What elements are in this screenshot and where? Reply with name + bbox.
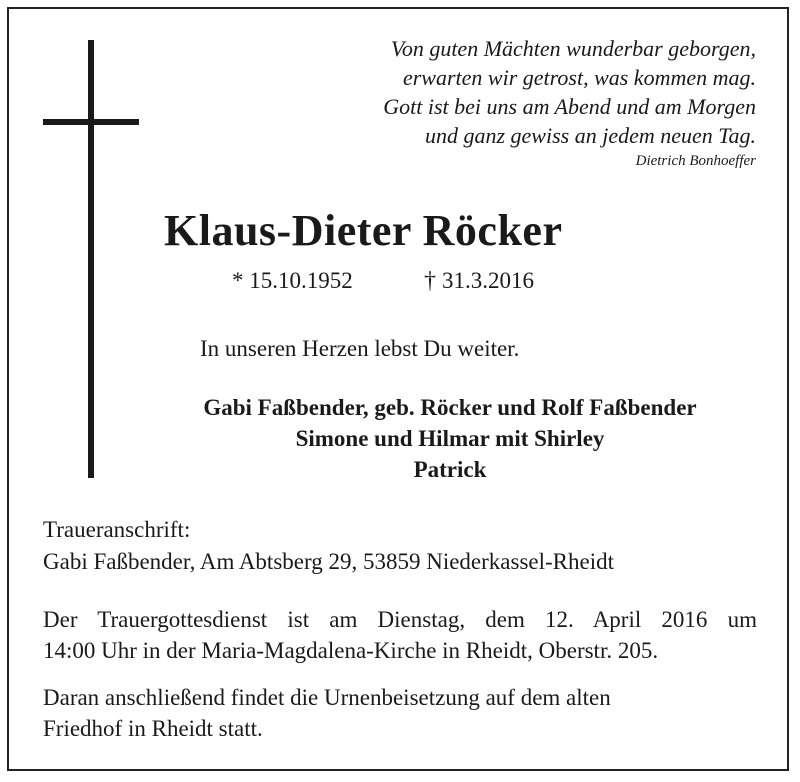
mourning-address [43,514,614,578]
mourner-line: Simone und Hilmar mit Shirley [295,426,605,451]
motto: In unseren Herzen lebst Du weiter. [200,336,520,361]
burial-line: Friedhof in Rheidt statt. [43,716,263,741]
poem-line: Gott ist bei uns am Abend und am Morgen [383,94,756,119]
mourner-line: Gabi Faßbender, geb. Röcker und Rolf Faßbender [203,395,697,420]
burial-line: Daran anschließend findet die Urnenbeisetzung auf dem alten [43,685,611,710]
dagger-icon: † [424,268,436,294]
birth-date: * 15.10.1952 [232,268,353,293]
address-value: Gabi Faßbender, Am Abtsberg 29, 53859 Niederkassel-Rheidt [43,549,615,574]
address-label: Traueranschrift: [43,517,191,542]
poem-author: Dietrich Bonhoeffer [635,153,756,169]
cross-horizontal-bar [43,119,139,125]
poem-line: erwarten wir getrost, was kommen mag. [402,65,756,90]
death-date-group [424,268,534,295]
service-line: Der Trauergottesdienst ist am Dienstag, dem 12. April 2016 um [43,607,757,632]
cross-vertical-bar [88,40,94,478]
family-mourners [146,392,754,485]
mourner-line: Patrick [413,457,487,482]
death-date: 31.3.2016 [442,268,534,293]
deceased-name: Klaus-Dieter Röcker [164,206,563,255]
poem-line: und ganz gewiss an jedem neuen Tag. [424,123,756,148]
service-line: 14:00 Uhr in der Maria-Magdalena-Kirche in Rheidt, Oberstr. 205. [43,638,659,663]
burial-info [43,682,757,744]
service-info [43,604,757,666]
poem-line: Von guten Mächten wunderbar geborgen, [390,36,756,61]
poem-quote [383,34,756,172]
